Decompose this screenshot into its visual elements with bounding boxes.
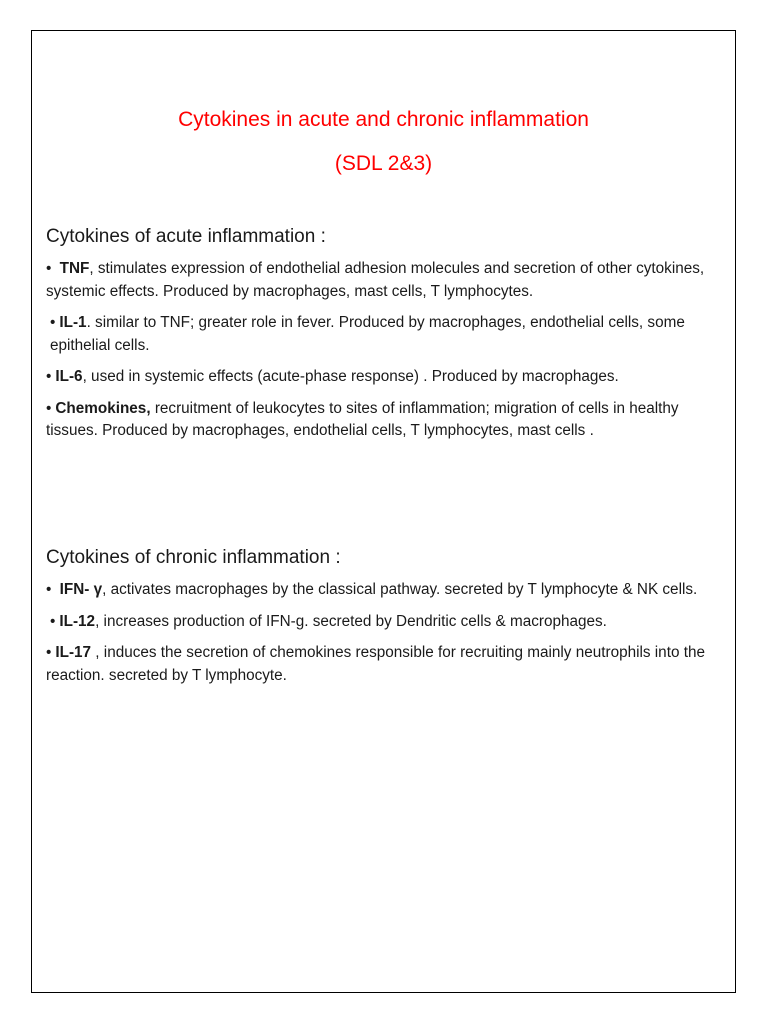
entry-ifn-gamma	[46, 579, 726, 602]
document-title	[31, 98, 736, 186]
entry-description: recruitment of leukocytes to sites of inflammation; migration of cells in healthy tissues. Produced by macrophages, endothelial cells, T lymphocytes, mast cells .	[46, 399, 679, 439]
entry-term: IFN- γ	[59, 581, 103, 598]
chronic-section-heading: Cytokines of chronic inflammation :	[46, 547, 341, 568]
bullet-marker: •	[46, 581, 52, 598]
entry-term: Chemokines,	[55, 399, 151, 417]
entry-description: , activates macrophages by the classical pathway. secreted by T lymphocyte & NK cells.	[102, 581, 698, 598]
acute-inflammation-section	[46, 224, 726, 452]
acute-section-heading: Cytokines of acute inflammation :	[46, 226, 326, 247]
bullet-marker: •	[46, 399, 52, 417]
bullet-marker: •	[46, 644, 52, 661]
entry-term: IL-6	[55, 368, 83, 385]
entry-term: IL-17	[55, 644, 92, 661]
entry-description: , induces the secretion of chemokines responsible for recruiting mainly neutrophils into the reaction. secreted by T lymphocyte.	[46, 644, 705, 684]
entry-il-17	[46, 642, 726, 687]
title-line-subtitle: (SDL 2&3)	[334, 152, 433, 175]
entry-il-12	[46, 611, 726, 634]
title-line-main: Cytokines in acute and chronic inflammation	[178, 108, 589, 131]
entry-tnf	[46, 258, 726, 303]
bullet-marker: •	[46, 260, 52, 277]
entry-term: IL-12	[59, 612, 96, 630]
entry-description: , increases production of IFN-g. secreted by Dendritic cells & macrophages.	[95, 612, 607, 630]
bullet-marker: •	[50, 612, 56, 630]
entry-term: TNF	[59, 260, 90, 277]
entry-chemokines	[46, 398, 726, 443]
entry-description: , stimulates expression of endothelial adhesion molecules and secretion of other cytokines, systemic effects. Produced by macrophages, mast cells, T lymphocytes.	[46, 260, 705, 300]
entry-il-6	[46, 366, 726, 389]
bullet-marker: •	[46, 368, 52, 385]
entry-description: . similar to TNF; greater role in fever. Produced by macrophages, endothelial cells, some epithelial cells.	[50, 314, 685, 354]
entry-description: , used in systemic effects (acute-phase response) . Produced by macrophages.	[82, 368, 619, 385]
bullet-marker: •	[50, 314, 56, 331]
entry-term: IL-1	[59, 314, 87, 331]
chronic-inflammation-section	[46, 545, 726, 696]
entry-il-1	[46, 312, 726, 357]
